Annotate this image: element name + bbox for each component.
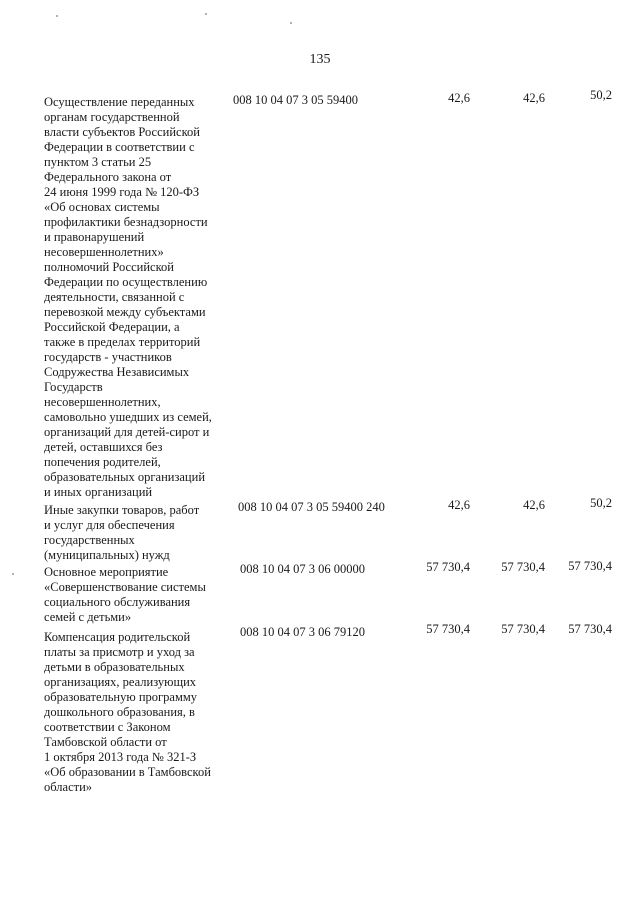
row-description <box>44 503 234 563</box>
desc-line: Осуществление переданных <box>44 95 195 109</box>
budget-code: 008 10 04 07 3 06 79120 <box>240 625 365 639</box>
desc-line: платы за присмотр и уход за <box>44 645 195 659</box>
budget-code: 008 10 04 07 3 06 00000 <box>240 562 365 576</box>
desc-line: Тамбовской области от <box>44 735 167 749</box>
desc-line: органам государственной <box>44 110 180 124</box>
desc-line: «Об образовании в Тамбовской <box>44 765 211 779</box>
row-description <box>44 565 234 625</box>
row-description <box>44 630 234 795</box>
value-year-2: 42,6 <box>523 498 545 512</box>
value-year-1: 57 730,4 <box>426 622 470 636</box>
desc-line: Федерального закона от <box>44 170 172 184</box>
desc-line: социального обслуживания <box>44 595 191 609</box>
desc-line: перевозкой между субъектами <box>44 305 206 319</box>
scan-speck <box>12 573 14 575</box>
desc-line: области» <box>44 780 93 794</box>
desc-line: полномочий Российской <box>44 260 174 274</box>
desc-line: (муниципальных) нужд <box>44 548 170 562</box>
desc-line: дошкольного образования, в <box>44 705 195 719</box>
desc-line: семей с детьми» <box>44 610 132 624</box>
desc-line: Российской Федерации, а <box>44 320 180 334</box>
desc-line: пунктом 3 статьи 25 <box>44 155 152 169</box>
budget-code: 008 10 04 07 3 05 59400 240 <box>238 500 385 514</box>
scan-speck <box>290 22 292 24</box>
desc-line: детей, оставшихся без <box>44 440 163 454</box>
desc-line: несовершеннолетних» <box>44 245 164 259</box>
value-year-1: 57 730,4 <box>426 560 470 574</box>
desc-line: попечения родителей, <box>44 455 161 469</box>
desc-line: Основное мероприятие <box>44 565 169 579</box>
desc-line: 24 июня 1999 года № 120-ФЗ <box>44 185 200 199</box>
desc-line: образовательных организаций <box>44 470 206 484</box>
desc-line: организаций для детей-сирот и <box>44 425 210 439</box>
desc-line: Государств <box>44 380 103 394</box>
desc-line: образовательную программу <box>44 690 198 704</box>
desc-line: Компенсация родительской <box>44 630 191 644</box>
desc-line: несовершеннолетних, <box>44 395 161 409</box>
scan-speck <box>205 13 207 15</box>
desc-line: «Об основах системы <box>44 200 160 214</box>
value-year-1: 42,6 <box>448 91 470 105</box>
row-description <box>44 95 234 500</box>
desc-line: 1 октября 2013 года № 321-З <box>44 750 197 764</box>
desc-line: также в пределах территорий <box>44 335 201 349</box>
desc-line: и иных организаций <box>44 485 153 499</box>
desc-line: соответствии с Законом <box>44 720 171 734</box>
desc-line: деятельности, связанной с <box>44 290 185 304</box>
value-year-2: 57 730,4 <box>501 622 545 636</box>
desc-line: государственных <box>44 533 135 547</box>
page-number: 135 <box>309 52 331 67</box>
value-year-2: 42,6 <box>523 91 545 105</box>
scan-speck <box>56 15 58 17</box>
desc-line: государств - участников <box>44 350 172 364</box>
desc-line: Федерации в соответствии с <box>44 140 195 154</box>
desc-line: профилактики безнадзорности <box>44 215 208 229</box>
desc-line: и правонарушений <box>44 230 145 244</box>
desc-line: Федерации по осуществлению <box>44 275 208 289</box>
value-year-2: 57 730,4 <box>501 560 545 574</box>
value-year-1: 42,6 <box>448 498 470 512</box>
desc-line: Иные закупки товаров, работ <box>44 503 200 517</box>
desc-line: власти субъектов Российской <box>44 125 200 139</box>
value-year-3: 50,2 <box>590 88 612 102</box>
budget-code: 008 10 04 07 3 05 59400 <box>233 93 358 107</box>
desc-line: Содружества Независимых <box>44 365 190 379</box>
value-year-3: 50,2 <box>590 496 612 510</box>
desc-line: и услуг для обеспечения <box>44 518 175 532</box>
value-year-3: 57 730,4 <box>568 559 612 573</box>
value-year-3: 57 730,4 <box>568 622 612 636</box>
desc-line: «Совершенствование системы <box>44 580 206 594</box>
desc-line: самовольно ушедших из семей, <box>44 410 212 424</box>
desc-line: организациях, реализующих <box>44 675 197 689</box>
desc-line: детьми в образовательных <box>44 660 185 674</box>
